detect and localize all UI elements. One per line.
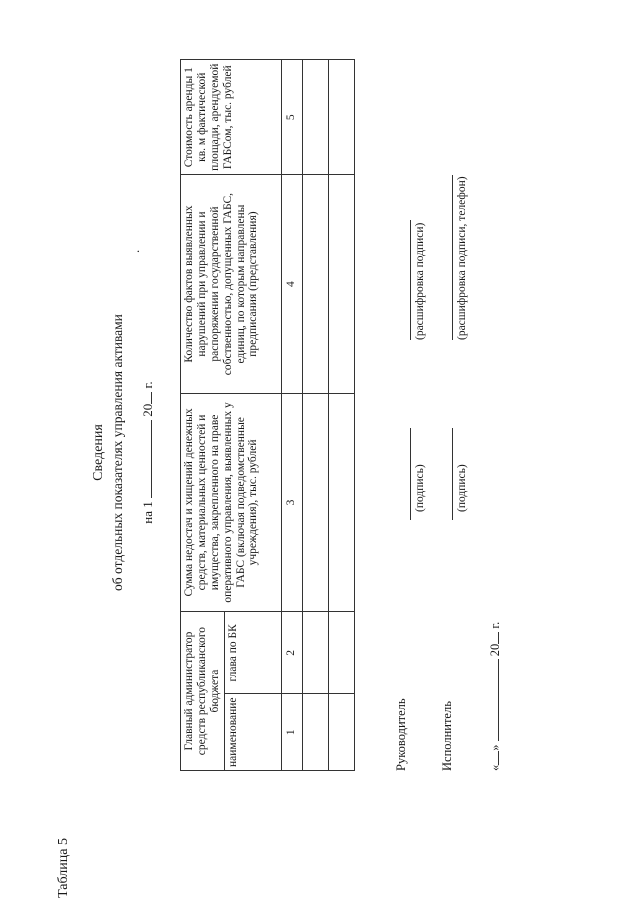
column-numbers-row (281, 60, 302, 771)
head-label: Руководитель (394, 698, 408, 771)
date-blank (151, 420, 152, 498)
col4-header: Количество фактов выявленных нарушений при управлении и распоряжении государственной собственностью, допущенных ГАБС, единиц, по которым направлены предписания (представления) (181, 175, 282, 393)
document-subtitle: об отдельных показателях управления активами (110, 314, 125, 591)
executor-decoding-line (452, 175, 453, 340)
col-number: 3 (281, 393, 302, 611)
head-signature-line (410, 428, 411, 520)
table-number: Таблица 5 (56, 838, 71, 898)
executor-decoding-caption: (расшифровка подписи, телефон) (456, 176, 468, 340)
document-title: Сведения (91, 424, 106, 481)
head-signature-caption: (подпись) (414, 464, 426, 512)
col5-header: Стоимость аренды 1 кв. м фактической площади, арендуемой ГАБСом, тыс. рублей (181, 60, 282, 175)
group-header: Главный администратор средств республиканского бюджета (181, 612, 225, 771)
head-decoding-caption: (расшифровка подписи) (414, 222, 426, 340)
date-year-blank (151, 392, 152, 404)
col-number: 1 (281, 694, 302, 771)
date-prefix: на 1 (140, 501, 155, 524)
col-glava-header: глава по БК (224, 612, 281, 694)
executor-signature-caption: (подпись) (456, 464, 468, 512)
col-name-header: наименование (224, 694, 281, 771)
executor-label: Исполнитель (440, 701, 454, 771)
table-row (302, 60, 328, 771)
date-year: 20 (140, 403, 155, 417)
head-decoding-line (410, 220, 411, 340)
signing-date: «» 20 г. (488, 621, 502, 771)
col-number: 5 (281, 60, 302, 175)
col-number: 2 (281, 612, 302, 694)
report-date-line (140, 0, 156, 905)
assets-table (180, 59, 355, 771)
table-row (328, 60, 354, 771)
col-number: 4 (281, 175, 302, 393)
executor-signature-line (452, 428, 453, 520)
date-suffix: г. (140, 381, 155, 389)
stray-dot: . (127, 249, 142, 253)
col3-header: Сумма недостач и хищений денежных средств, материальных ценностей и имущества, закрепленного на праве оперативного управления, выявленных у ГАБС (включая подведомственные учреждения), тыс. рублей (181, 393, 282, 611)
